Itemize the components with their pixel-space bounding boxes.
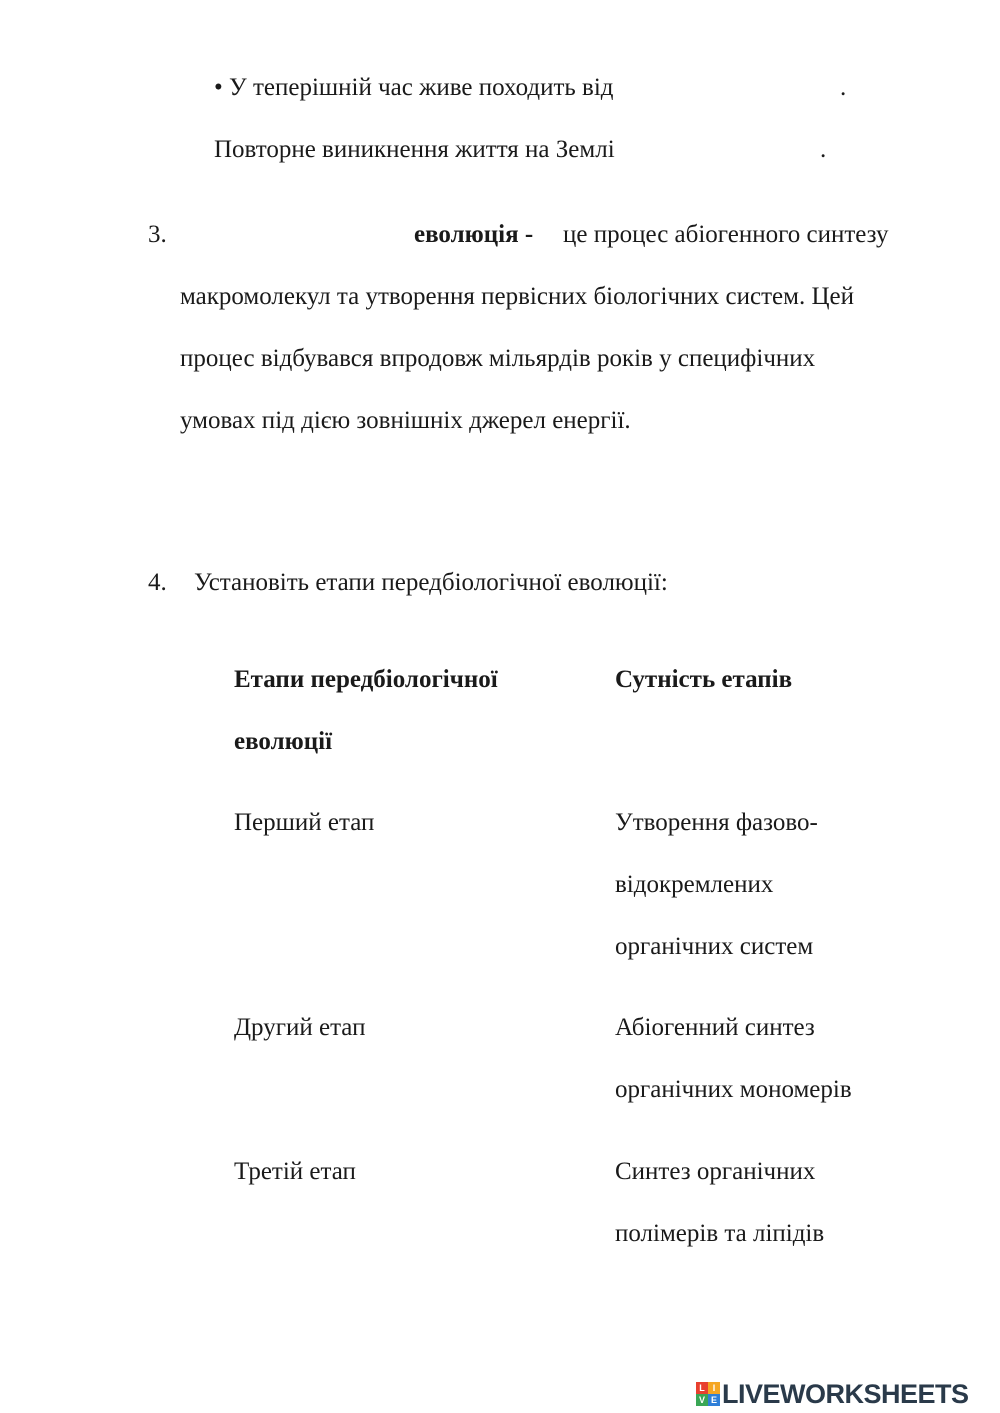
table-row-1-stage: Перший етап <box>234 809 375 836</box>
liveworksheets-logo <box>696 1380 969 1408</box>
logo-letter-l: L <box>696 1382 708 1394</box>
q2-line2-text: Повторне виникнення життя на Землі <box>214 136 615 163</box>
logo-brand-text: LIVEWORKSHEETS <box>722 1378 969 1409</box>
table-header-stages-line2: еволюції <box>234 728 333 755</box>
q3-definition-start: це процес абіогенного синтезу <box>563 221 889 248</box>
logo-letter-e: E <box>708 1394 720 1406</box>
q3-blank-term[interactable] <box>180 218 408 250</box>
table-row-3-essence-line2: полімерів та ліпідів <box>615 1220 825 1247</box>
table-row-2-essence-line1: Абіогенний синтез <box>615 1014 815 1041</box>
q3-line3: процес відбувався впродовж мільярдів років у специфічних <box>180 345 816 372</box>
table-row-1-essence-line1: Утворення фазово- <box>615 809 818 836</box>
q4-question: Установіть етапи передбіологічної еволюції: <box>194 569 668 596</box>
q3-line4: умовах під дією зовнішніх джерел енергії. <box>180 407 631 434</box>
q2-blank-1[interactable] <box>650 72 835 104</box>
q2-line1-text: • У теперішній час живе походить від <box>214 74 614 101</box>
q2-line1-end: . <box>840 74 847 101</box>
table-row-3-essence-line1: Синтез органічних <box>615 1158 816 1185</box>
table-row-2-stage: Другий етап <box>234 1014 366 1041</box>
logo-letter-i: I <box>708 1382 720 1394</box>
logo-letter-v: V <box>696 1394 708 1406</box>
table-row-1-essence-line2: відокремлених <box>615 871 774 898</box>
q3-line2: макромолекул та утворення первісних біологічних систем. Цей <box>180 283 854 310</box>
table-row-3-stage: Третій етап <box>234 1158 356 1185</box>
q2-blank-2[interactable] <box>650 134 815 166</box>
q3-term: еволюція - <box>414 221 534 248</box>
table-row-2-essence-line2: органічних мономерів <box>615 1076 852 1103</box>
table-header-essence: Сутність етапів <box>615 666 793 693</box>
table-header-stages-line1: Етапи передбіологічної <box>234 666 498 693</box>
table-row-1-essence-line3: органічних систем <box>615 933 814 960</box>
q4-number: 4. <box>148 569 167 596</box>
live-blocks-icon <box>696 1382 720 1406</box>
q2-line1 <box>214 75 614 100</box>
q2-line2-end: . <box>820 136 827 163</box>
q3-number: 3. <box>148 221 167 248</box>
